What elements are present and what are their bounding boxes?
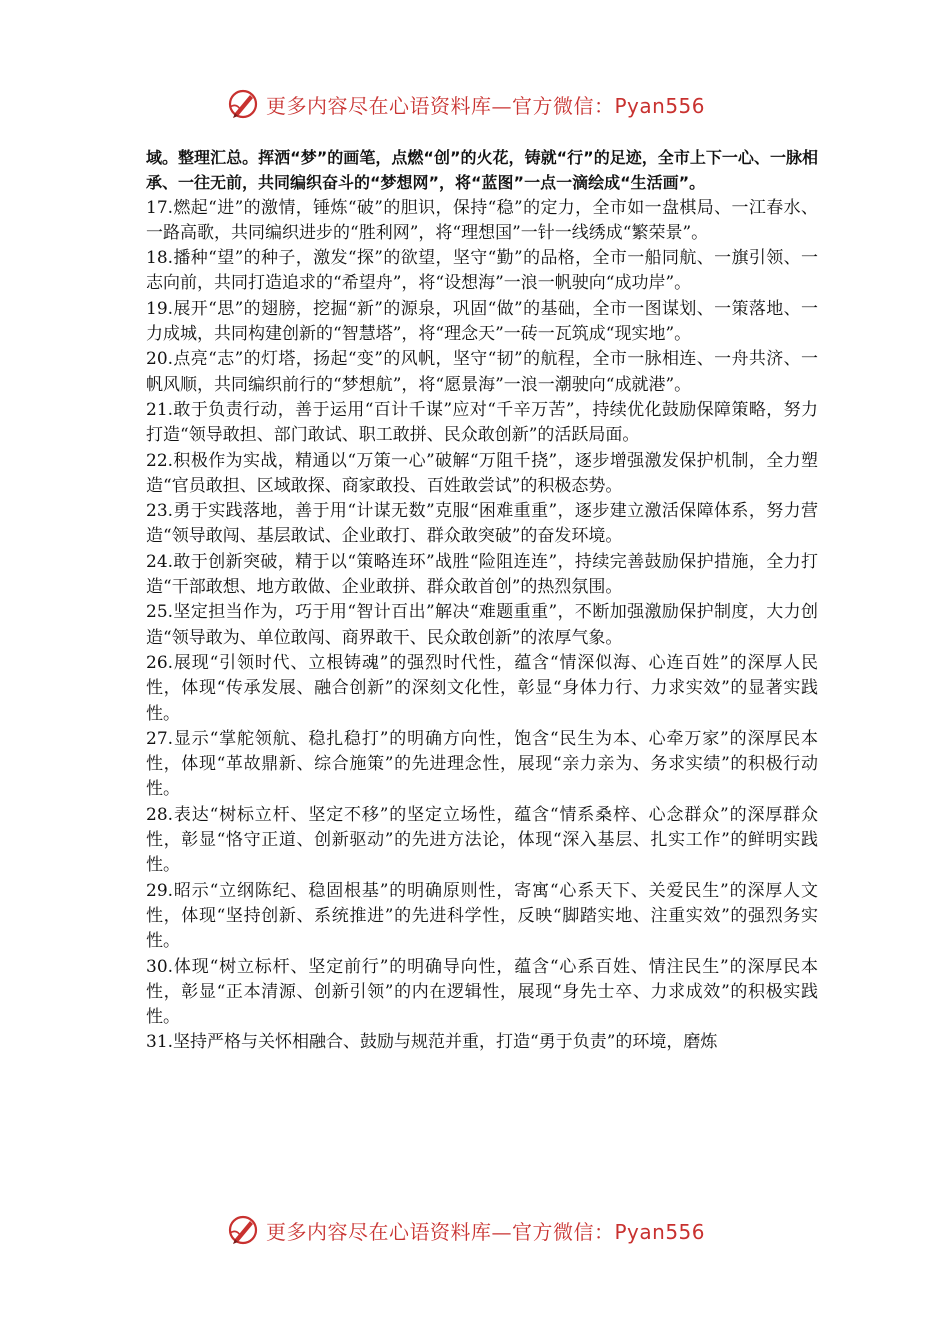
paragraph-29: 29.昭示“立纲陈纪、稳固根基”的明确原则性，寄寓“心系天下、关爱民生”的深厚人文性，体现“坚持创新、系统推进”的先进科学性，反映“脚踏实地、注重实效”的强烈务实性。 — [146, 880, 818, 952]
document-body — [146, 145, 818, 1056]
paragraph-28: 28.表达“树标立杆、坚定不移”的坚定立场性，蕴含“情系桑梓、心念群众”的深厚群众性，彰显“恪守正道、创新驱动”的先进方法论，体现“深入基层、扎实工作”的鲜明实践性。 — [146, 804, 818, 876]
paragraph-21: 21.敢于负责行动，善于运用“百计千谋”应对“千辛万苦”，持续优化鼓励保障策略，努力打造“领导敢担、部门敢试、职工敢拼、民众敢创新”的活跃局面。 — [146, 399, 818, 446]
paragraph-27: 27.显示“掌舵领航、稳扎稳打”的明确方向性，饱含“民生为本、心牵万家”的深厚民本性，体现“革故鼎新、综合施策”的先进理念性，展现“亲力亲为、务求实绩”的积极行动性。 — [146, 728, 818, 800]
paragraph-19: 19.展开“思”的翅膀，挖掘“新”的源泉，巩固“做”的基础，全市一图谋划、一策落地、一力成城，共同构建创新的“智慧塔”，将“理念天”一砖一瓦筑成“现实地”。 — [146, 298, 818, 345]
footer-banner — [226, 1210, 746, 1250]
banner-text — [266, 90, 705, 119]
pen-circle-icon — [226, 1213, 260, 1247]
paragraph-18: 18.播种“望”的种子，激发“探”的欲望，坚守“勤”的品格，全市一船同航、一旗引领、一志向前，共同打造追求的“希望舟”，将“设想海”一浪一帆驶向“成功岸”。 — [146, 248, 818, 294]
banner-label: 更多内容尽在心语资料库—官方微信： — [266, 93, 615, 118]
paragraph-continuation: 域。整理汇总。挥洒“梦”的画笔，点燃“创”的火花，铸就“行”的足迹，全市上下一心、一脉相承、一往无前，共同编织奋斗的“梦想网”，将“蓝图”一点一滴绘成“生活画”。 — [146, 148, 818, 193]
paragraph-30: 30.体现“树立标杆、坚定前行”的明确导向性，蕴含“心系百姓、情注民生”的深厚民本性，彰显“正本清源、创新引领”的内在逻辑性，展现“身先士卒、力求成效”的积极实践性。 — [146, 956, 818, 1028]
paragraph-31: 31.坚持严格与关怀相融合、鼓励与规范并重，打造“勇于负责”的环境，磨炼 — [146, 1032, 718, 1053]
paragraph-20: 20.点亮“志”的灯塔，扬起“变”的风帆，坚守“韧”的航程，全市一脉相连、一舟共济、一帆风顺，共同编织前行的“梦想航”，将“愿景海”一浪一潮驶向“成就港”。 — [146, 349, 818, 395]
paragraph-23: 23.勇于实践落地，善于用“计谋无数”克服“困难重重”，逐步建立激活保障体系，努力营造“领导敢闯、基层敢试、企业敢打、群众敢突破”的奋发环境。 — [146, 501, 818, 547]
banner-text — [266, 1216, 705, 1245]
paragraph-17: 17.燃起“进”的激情，锤炼“破”的胆识，保持“稳”的定力，全市如一盘棋局、一江春水、一路高歌，共同编织进步的“胜利网”，将“理想国”一针一线绣成“繁荣景”。 — [146, 197, 818, 243]
header-banner — [226, 84, 746, 124]
paragraph-25: 25.坚定担当作为，巧于用“智计百出”解决“难题重重”，不断加强激励保护制度，大力创造“领导敢为、单位敢闯、商界敢干、民众敢创新”的浓厚气象。 — [146, 602, 818, 648]
banner-label: 更多内容尽在心语资料库—官方微信： — [266, 1219, 615, 1244]
paragraph-22: 22.积极作为实战，精通以“万策一心”破解“万阻千挠”，逐步增强激发保护机制，全力塑造“官员敢担、区域敢探、商家敢投、百姓敢尝试”的积极态势。 — [146, 450, 818, 496]
wechat-id: Pyan556 — [614, 93, 706, 118]
paragraph-24: 24.敢于创新突破，精于以“策略连环”战胜“险阻连连”，持续完善鼓励保护措施，全力打造“干部敢想、地方敢做、企业敢拼、群众敢首创”的热烈氛围。 — [146, 551, 818, 598]
paragraph-26: 26.展现“引领时代、立根铸魂”的强烈时代性，蕴含“情深似海、心连百姓”的深厚人民性，体现“传承发展、融合创新”的深刻文化性，彰显“身体力行、力求实效”的显著实践性。 — [146, 652, 818, 724]
pen-circle-icon — [226, 87, 260, 121]
wechat-id: Pyan556 — [614, 1219, 706, 1244]
